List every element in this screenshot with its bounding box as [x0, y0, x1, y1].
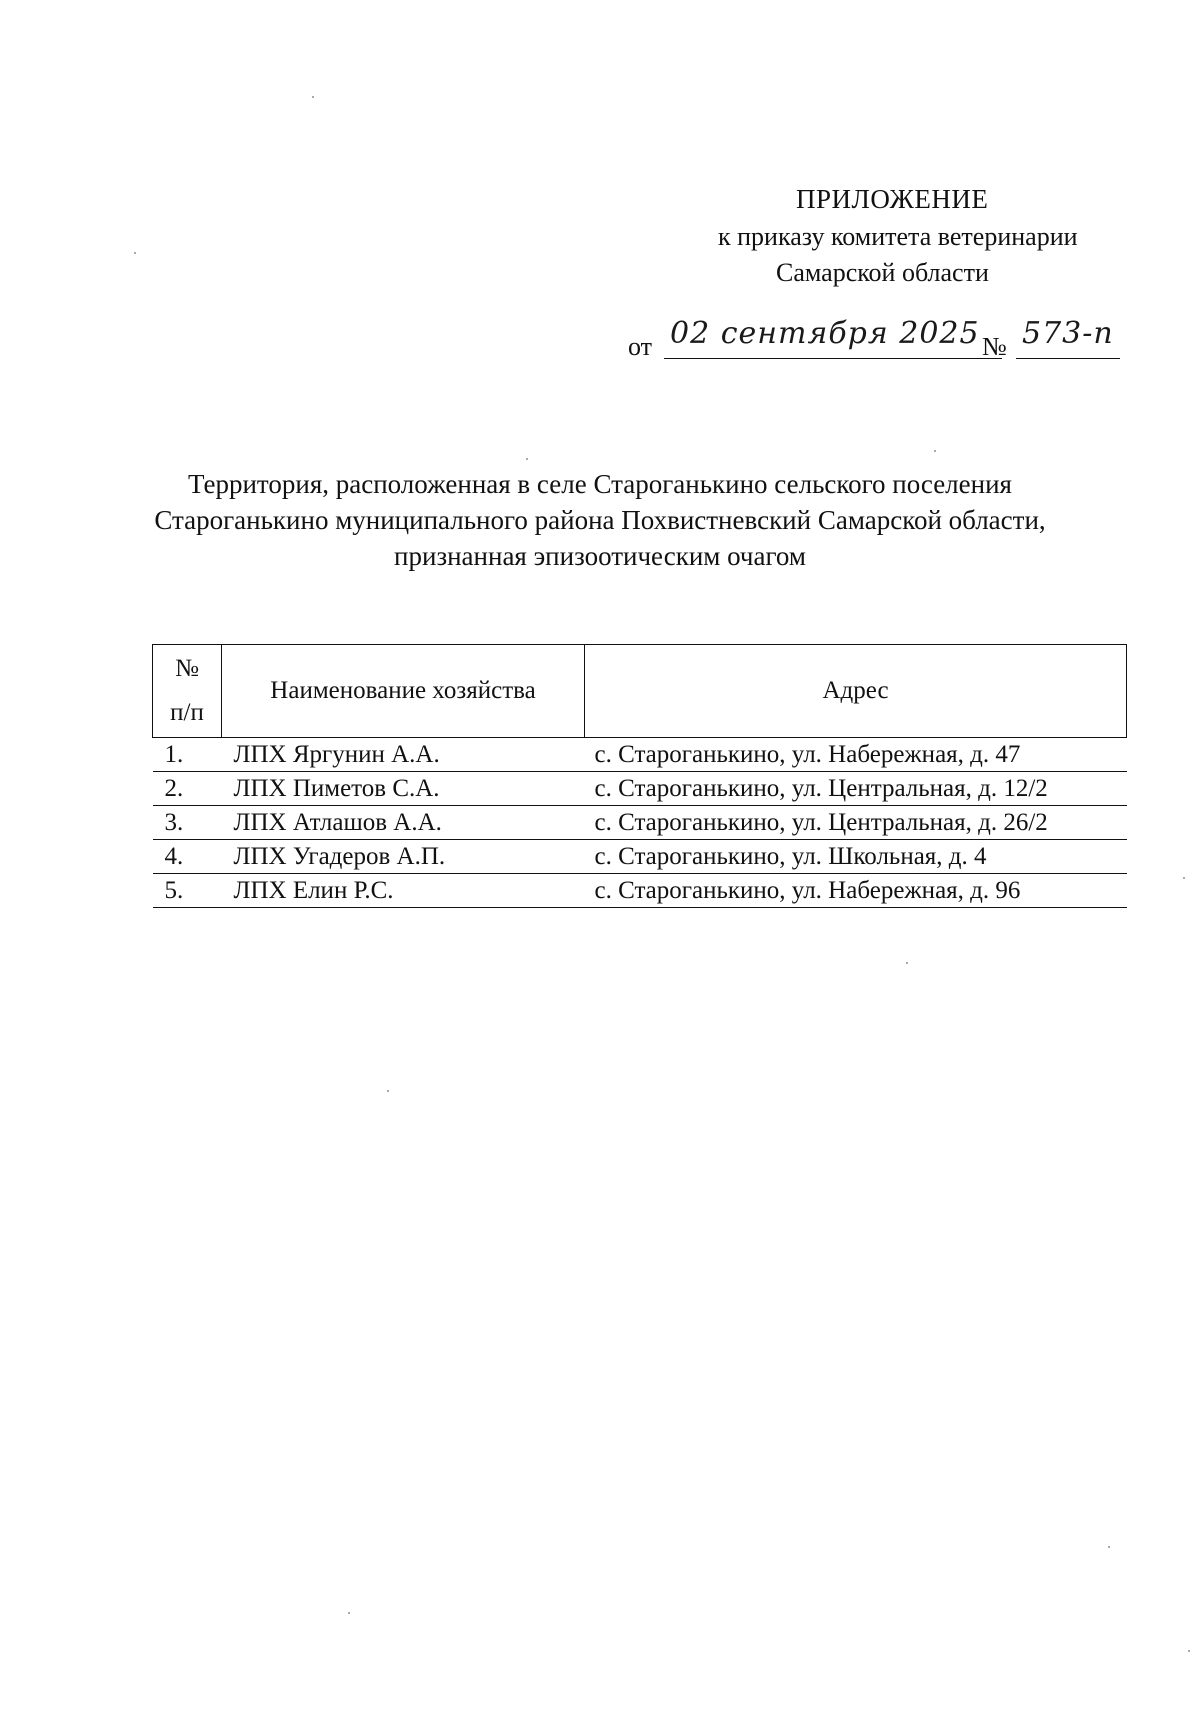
table-row [153, 772, 1127, 806]
heading-line: Староганькино муниципального района Похвистневский Самарской области, [154, 505, 1046, 535]
scan-speck [934, 450, 936, 452]
header-number [153, 645, 222, 738]
scan-speck [906, 962, 908, 964]
order-number-field [1016, 316, 1120, 359]
row-farm-name: ЛПХ Пиметов С.А. [222, 772, 585, 806]
farms-table [152, 644, 1127, 908]
scan-speck [348, 1612, 350, 1614]
order-number-handwritten: 573-п [1022, 316, 1114, 351]
order-date-field [664, 316, 1002, 359]
header-farm-name: Наименование хозяйства [222, 645, 585, 738]
document-heading [100, 466, 1100, 574]
scan-speck [1183, 877, 1185, 879]
row-number: 1. [153, 738, 222, 772]
scan-speck [526, 458, 528, 460]
table-row [153, 806, 1127, 840]
row-address: с. Староганькино, ул. Центральная, д. 26/2 [585, 806, 1127, 840]
annex-line-order: к приказу комитета ветеринарии [718, 222, 1078, 251]
table-row [153, 738, 1127, 772]
farms-table-container [152, 644, 1127, 908]
row-number: 5. [153, 874, 222, 908]
header-number-abbr: п/п [170, 699, 204, 726]
annex-line-region: Самарской области [776, 258, 989, 287]
row-number: 3. [153, 806, 222, 840]
row-address: с. Староганькино, ул. Центральная, д. 12/2 [585, 772, 1127, 806]
heading-line: Территория, расположенная в селе Староганькино сельского поселения [188, 469, 1012, 499]
row-number: 2. [153, 772, 222, 806]
scan-speck [1108, 1546, 1110, 1548]
row-number: 4. [153, 840, 222, 874]
scan-speck [134, 252, 136, 254]
row-address: с. Староганькино, ул. Набережная, д. 47 [585, 738, 1127, 772]
scan-speck [387, 1090, 389, 1092]
order-reference [628, 316, 1128, 366]
table-row [153, 840, 1127, 874]
header-number-symbol: № [175, 655, 199, 682]
row-farm-name: ЛПХ Угадеров А.П. [222, 840, 585, 874]
row-farm-name: ЛПХ Яргунин А.А. [222, 738, 585, 772]
scan-speck [1188, 1650, 1190, 1652]
row-farm-name: ЛПХ Атлашов А.А. [222, 806, 585, 840]
heading-line: признанная эпизоотическим очагом [394, 541, 806, 571]
table-header-row [153, 645, 1127, 738]
row-farm-name: ЛПХ Елин Р.С. [222, 874, 585, 908]
order-date-label: от [628, 332, 653, 361]
order-number-label: № [982, 332, 1007, 361]
scan-speck [312, 96, 314, 98]
annex-title: ПРИЛОЖЕНИЕ [796, 184, 989, 214]
row-address: с. Староганькино, ул. Набережная, д. 96 [585, 874, 1127, 908]
header-address: Адрес [585, 645, 1127, 738]
table-row [153, 874, 1127, 908]
row-address: с. Староганькино, ул. Школьная, д. 4 [585, 840, 1127, 874]
order-date-handwritten: 02 сентября 2025 [670, 316, 980, 351]
